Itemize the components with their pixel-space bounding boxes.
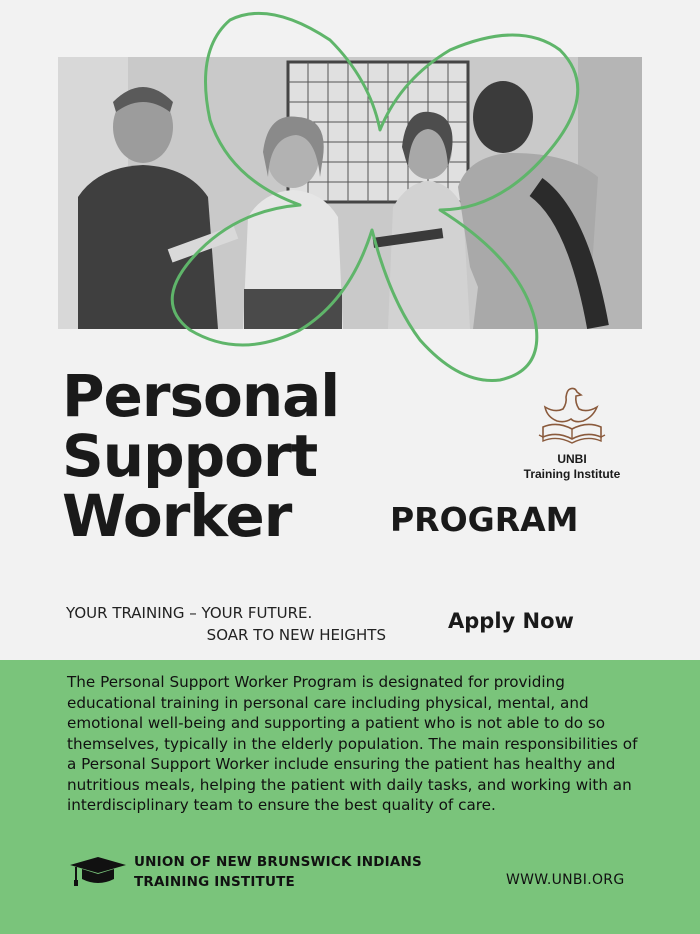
website-link[interactable]: WWW.UNBI.ORG bbox=[506, 872, 625, 888]
unbi-logo bbox=[522, 385, 622, 481]
title-line-1: Personal bbox=[62, 362, 340, 430]
apply-now-link[interactable]: Apply Now bbox=[448, 609, 574, 633]
title-line-2: Support bbox=[62, 422, 318, 490]
org-line-2: TRAINING INSTITUTE bbox=[134, 874, 295, 890]
tagline-line-1: YOUR TRAINING – YOUR FUTURE. bbox=[66, 604, 313, 622]
org-line-1: UNION OF NEW BRUNSWICK INDIANS bbox=[134, 854, 422, 870]
info-panel bbox=[0, 660, 700, 934]
logo-name-line-1: UNBI bbox=[557, 452, 587, 466]
program-label: PROGRAM bbox=[390, 500, 579, 539]
tagline bbox=[66, 602, 386, 646]
graduation-cap-icon bbox=[68, 855, 128, 889]
footer-organization bbox=[68, 852, 422, 892]
title-line-3: Worker bbox=[62, 482, 292, 550]
team-photo bbox=[58, 57, 642, 329]
program-title bbox=[62, 362, 422, 550]
program-description: The Personal Support Worker Program is designated for providing educational training in personal care including physical, mental, and emotional well-being and supporting a patient who is not able to do so themselves, typically in the elderly population. The main responsibilities of a Personal Support Worker include ensuring the patient has healthy and nutritious meals, helping the patient with daily tasks, and working with an interdisciplinary team to ensure the best quality of care. bbox=[67, 673, 638, 814]
tagline-line-2: SOAR TO NEW HEIGHTS bbox=[206, 626, 386, 644]
eagle-book-icon bbox=[537, 385, 607, 447]
organization-name bbox=[134, 852, 422, 892]
logo-name-line-2: Training Institute bbox=[523, 467, 621, 481]
